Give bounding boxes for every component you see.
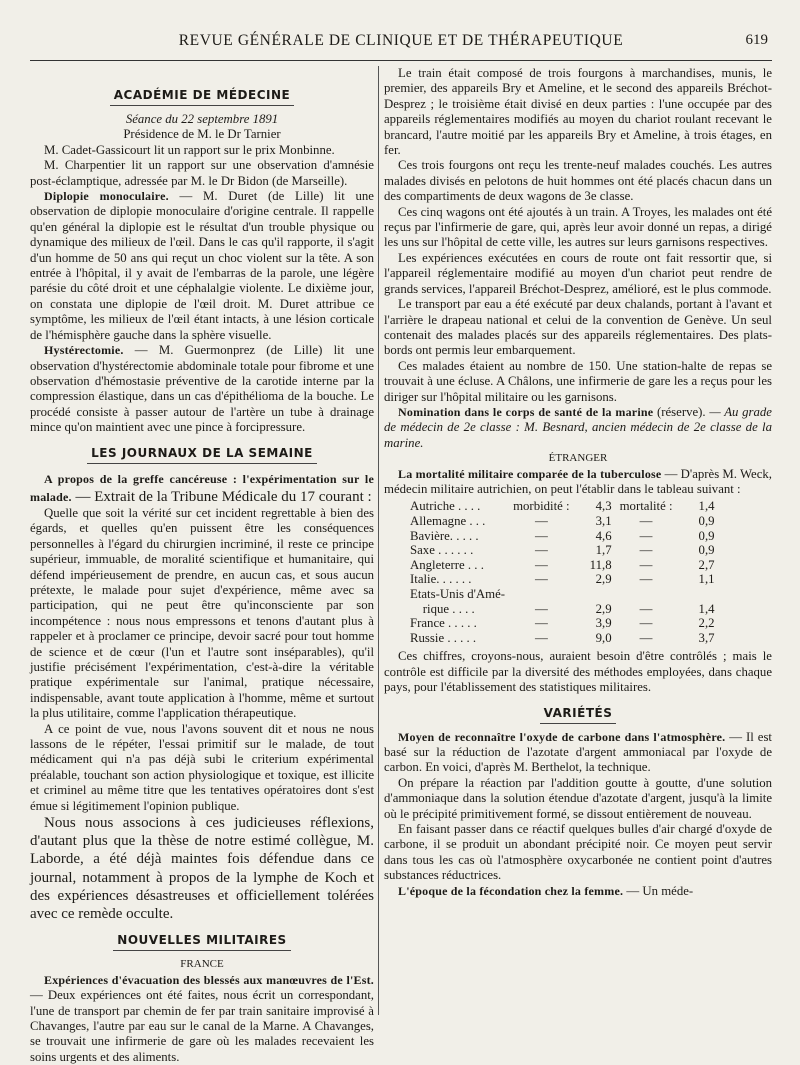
table-cell-v2: 0,9 [698, 513, 715, 528]
table-cell-m2 [616, 587, 677, 602]
table-cell-m2: — [639, 528, 653, 543]
column-separator [378, 66, 379, 1015]
varietes-paragraph-2: On prépare la réaction par l'addition goutte à goutte, d'une solution d'ammoniaque dans la solution étendue d'azotate d'argent, jusqu'à la limite où le précipité primitivement formé, se dissout entièrement de nouveau. [384, 775, 772, 821]
table-cell-m1: — [534, 630, 548, 645]
militaires-paragraph-3: Ces trois fourgons ont reçu les trente-neuf malades couchés. Les autres malades divisés en pelotons de huit hommes ont été placés chacun dans un des compartiments de deux wagons de 3e classe. [384, 158, 772, 204]
table-cell-m2: — [639, 557, 653, 572]
table-cell-m1 [509, 587, 574, 602]
seance-date: Séance du 22 septembre 1891 [125, 112, 279, 126]
table-cell-m1: — [534, 543, 548, 558]
table-row [406, 587, 719, 602]
running-head [30, 32, 772, 54]
runin-mortalite: La mortalité militaire comparée de la tuberculose [398, 466, 662, 481]
runin-oxyde: Moyen de reconnaître l'oxyde de carbone dans l'atmosphère. [398, 729, 726, 744]
table-cell-v1 [574, 587, 616, 602]
table-cell-m1: — [534, 601, 548, 616]
table-row [406, 543, 719, 558]
table-cell-country: Bavière. . . . . [410, 528, 479, 543]
militaires-paragraph-chiffres: Ces chiffres, croyons-nous, auraient besoin d'être contrôlés ; mais le contrôle est difficile par la diversité des méthodes employées, dans chaque pays, pour l'établissement des statistiques militaires. [384, 649, 772, 695]
academie-paragraph-diplopie: Diplopie monoculaire. — M. Duret (de Lille) lit une observation de diplopie monoculaire d'origine centrale. Il rappelle qu'en général la diplopie est le résultat d'un trouble physique ou dynamique des milieux de l'œil. Dans le cas qu'il rapporte, il s'agit d'un homme de 50 ans qui reçut un choc violent sur la tête. A son entrée à l'hôpital, il y avait de l'embarras de la parole, une légère parésie du côté droit et une céphalalgie violente. Le dixième jour, on constata une diplopie de l'œil droit. M. Duret attribue ce symptôme, les milieux de l'œil étant intacts, à une lésion corticale de l'hémisphère gauche dans la sphère visuelle. [30, 189, 374, 342]
militaires-paragraph-7: Ces malades étaient au nombre de 150. Une station-halte de repas se trouvait à une écluse. A Châlons, une infirmerie de gare les a reçus pour les diriger sur l'hôpital militaire ou les garnisons. [384, 358, 772, 404]
table-row [406, 499, 719, 514]
presidence: Présidence de M. le Dr Tarnier [123, 127, 281, 142]
table-cell-v2: 3,7 [698, 630, 715, 645]
table-row [406, 616, 719, 631]
table-cell-v1: 3,1 [595, 513, 612, 528]
militaires-paragraph-mortalite: La mortalité militaire comparée de la tuberculose — D'après M. Weck, médecin militaire autrichien, on peut l'établir dans le tableau suivant : [384, 466, 773, 496]
journaux-paragraph-3: A ce point de vue, nous l'avons souvent dit et nous ne nous lassons de le répéter, l'essai primitif sur le malade, de tout médicament qui n'a pas déjà subi le criterium expérimental préalable, touchant son action physiologique et toxique, est illicite et criminel au même titre que les tentatives opératoires dont s'est émue si légitimement l'opinion publique. [30, 721, 374, 813]
runin-hysterectomie: Hystérectomie. [44, 343, 124, 358]
academie-paragraph-2: M. Charpentier lit un rapport sur une observation d'amnésie post-éclamptique, adressée par M. le Dr Bidon (de Marseille). [30, 158, 374, 188]
table-row [406, 529, 719, 544]
table-cell-v2 [677, 587, 719, 602]
academie-paragraph-1: M. Cadet-Gassicourt lit un rapport sur le prix Monbinne. [44, 142, 335, 157]
militaires-paragraph-4: Ces cinq wagons ont été ajoutés à un train. A Troyes, les malades ont été reçus par l'infirmerie de gare, qui, après leur avoir donné un repas, a dirigé les uns sur l'hôpital de cette ville, les autres sur leurs garnisons respectives. [384, 204, 772, 250]
table-cell-country: France . . . . . [410, 616, 477, 631]
page-number: 619 [745, 32, 768, 48]
varietes-paragraph-3: En faisant passer dans ce réactif quelques bulles d'air chargé d'oxyde de carbone, il se produit un abondant précipité noir. Ce moyen peut servir dans tous les cas où l'atmosphère oxycarbonée ne contient point d'autres substances réductrices. [384, 821, 772, 883]
table-row [406, 631, 719, 646]
table-cell-v2: 2,2 [698, 616, 715, 631]
section-heading-varietes: VARIÉTÉS [384, 702, 772, 724]
left-column [30, 66, 374, 1064]
table-cell-country: Angleterre . . . [410, 557, 484, 572]
subheading-france: FRANCE [180, 958, 224, 971]
table-cell-m1: — [534, 513, 548, 528]
academie-paragraph-hysterectomie: Hystérectomie. — M. Guermonprez (de Lille) lit une observation d'hystérectomie abdominale totale pour fibrome et une observation d'hémostasie préventive de la carotide interne par la compression élastique, dans un cas d'épithélioma de la bouche. Le procédé consiste à passer autour de l'artère un tube à drainage mince qu'on maintient avec une pince à forcipressure. [30, 343, 374, 435]
table-cell-country: rique . . . . [410, 601, 475, 616]
varietes-paragraph-4: L'époque de la fécondation chez la femme. — Un méde- [398, 883, 694, 898]
table-cell-v2: 0,9 [698, 528, 715, 543]
table-cell-m2: — [639, 630, 653, 645]
table-cell-m2: — [639, 601, 653, 616]
table-cell-v1: 3,9 [595, 616, 612, 631]
table-cell-m2: — [639, 572, 653, 587]
table-cell-v1: 11,8 [589, 557, 612, 572]
table-cell-country: Russie . . . . . [410, 630, 477, 645]
journaux-paragraph-1: A propos de la greffe cancéreuse : l'expérimentation sur le malade. — Extrait de la Tribune Médicale du 17 courant : [30, 471, 374, 505]
runin-diplopie: Diplopie monoculaire. [44, 189, 169, 204]
runin-nomination: Nomination dans le corps de santé de la marine [398, 404, 654, 419]
militaires-paragraph-5: Les expériences exécutées en cours de route ont fait ressortir que, si l'appareil réglementaire modifié au moyen d'un chariot peut rendre de grands services, l'appareil Bréchot-Desprez, amélioré, est le plus commode. [384, 250, 772, 296]
table-cell-country: Etats-Unis d'Amé- [410, 586, 506, 601]
table-cell-m1: — [534, 616, 548, 631]
table-cell-country: Autriche . . . . [410, 499, 481, 514]
runin-evacuation: Expériences d'évacuation des blessés aux manœuvres de l'Est. [44, 972, 374, 987]
journal-title: REVUE GÉNÉRALE DE CLINIQUE ET DE THÉRAPEUTIQUE [178, 32, 624, 49]
table-row [406, 602, 719, 617]
table-cell-v1: 4,6 [595, 528, 612, 543]
table-cell-v1: 4,3 [595, 499, 612, 514]
table-cell-country: Allemagne . . . [410, 513, 486, 528]
table-cell-v1: 9,0 [595, 630, 612, 645]
table-cell-m1: — [534, 557, 548, 572]
varietes-paragraph-1: Moyen de reconnaître l'oxyde de carbone dans l'atmosphère. — Il est basé sur la réduction de l'azotate d'argent ammoniacal par l'oxyde de carbon. En voici, d'après M. Berthelot, la technique. [384, 729, 772, 775]
militaires-paragraph-2: Le train était composé de trois fourgons à marchandises, munis, le premier, des appareils Bry et Ameline, et le second des appareils Bréchot-Desprez ; le troisième était divisé en deux parties : l'une occupée par des appareils réglementaires modifiés au moyen du chariot roulant recevant le brancard, l'autre moitié par les appareils Bry et Ameline, à trois étages, en fer. [384, 66, 772, 158]
journaux-paragraph-2: Quelle que soit la vérité sur cet incident regrettable à bien des égards, et quelles qu'en puissent être les conséquences personnelles à l'égard du chirurgien incriminé, il reste ce principe supérieur, immuable, de moralité scientifique et humanitaire, qui défend impérieusement de prendre, en aucun cas, et sous aucun prétexte, le malade pour sujet d'expérience, même avec sa participation, qui ne peut être qu'inconsciente par son incompétence : nous nous empressons et tenons d'autant plus à rappeler et à proclamer ce principe, devoir sacré pour tout homme de science et de cœur (l'un et l'autre sont inséparables), qu'il justifie précisément l'expérimentation, c'est-à-dire la véritable pratique expérimentale sur l'animal, pratique nécessaire, indispensable, avant toute application à l'homme, même et surtout la plus utilitaire, comme l'application thérapeutique. [30, 505, 374, 721]
two-column-body [30, 66, 773, 1064]
runin-fecondation: L'époque de la fécondation chez la femme. [398, 883, 624, 898]
runin-greffe: A propos de la greffe cancéreuse : l'expérimentation sur le malade. [30, 471, 374, 504]
table-row [406, 572, 719, 587]
militaires-paragraph-6: Le transport par eau a été exécuté par deux chalands, portant à l'avant et l'arrière le drapeau national et celui de la convention de Genève. Un seul contenait des malades placés sur des appareils réglementaires. Des plats-bords ont permis leur embarquement. [384, 297, 772, 358]
table-cell-country: Saxe . . . . . . [410, 543, 474, 558]
right-column [384, 66, 772, 1015]
table-row [406, 558, 719, 573]
table-cell-m1: — [534, 572, 548, 587]
table-cell-m2: — [639, 513, 653, 528]
table-cell-v2: 1,4 [698, 601, 715, 616]
table-cell-v1: 2,9 [595, 572, 612, 587]
militaires-paragraph-nomination: Nomination dans le corps de santé de la marine (réserve). — Au grade de médecin de 2e classe : M. Besnard, ancien médecin de 2e classe de la marine. [384, 404, 772, 450]
table-cell-m2: mortalité : [619, 499, 673, 514]
table-cell-m2: — [639, 616, 653, 631]
table-cell-v2: 2,7 [698, 557, 715, 572]
table-cell-v1: 2,9 [595, 601, 612, 616]
header-rule [30, 60, 772, 61]
table-cell-m1: — [534, 528, 548, 543]
journaux-paragraph-4: Nous nous associons à ces judicieuses réflexions, d'autant plus que la thèse de notre estimé collègue, M. Laborde, a été déjà maintes fois défendue dans ce journal, notamment à propos de la lymphe de Koch et des expériences désastreuses et officiellement tolérées avec ce remède occulte. [30, 815, 374, 923]
table-row [406, 514, 719, 529]
section-heading-journaux: LES JOURNAUX DE LA SEMAINE [30, 442, 374, 464]
table-cell-v2: 1,1 [698, 572, 715, 587]
table-cell-country: Italie. . . . . . [410, 572, 472, 587]
table-cell-v1: 1,7 [595, 543, 612, 558]
section-heading-militaires: NOUVELLES MILITAIRES [30, 929, 374, 951]
table-cell-m1: morbidité : [513, 499, 570, 514]
table-cell-v2: 1,4 [698, 499, 715, 514]
militaires-paragraph-1: Expériences d'évacuation des blessés aux manœuvres de l'Est. — Deux expériences ont été faites, nous écrit un correspondant, l'une de transport par chemin de fer par train sanitaire improvisé à Chavanges, l'autre par eau sur le canal de la Marne. A Chavanges, se trouvait une infirmerie de gare où les malades recevaient les soins urgents et des aliments. [30, 972, 374, 1064]
section-heading-academie: ACADÉMIE DE MÉDECINE [30, 84, 374, 106]
table-cell-v2: 0,9 [698, 543, 715, 558]
table-cell-m2: — [639, 543, 653, 558]
subheading-etranger: ÉTRANGER [548, 452, 608, 465]
mortality-table [406, 499, 719, 645]
